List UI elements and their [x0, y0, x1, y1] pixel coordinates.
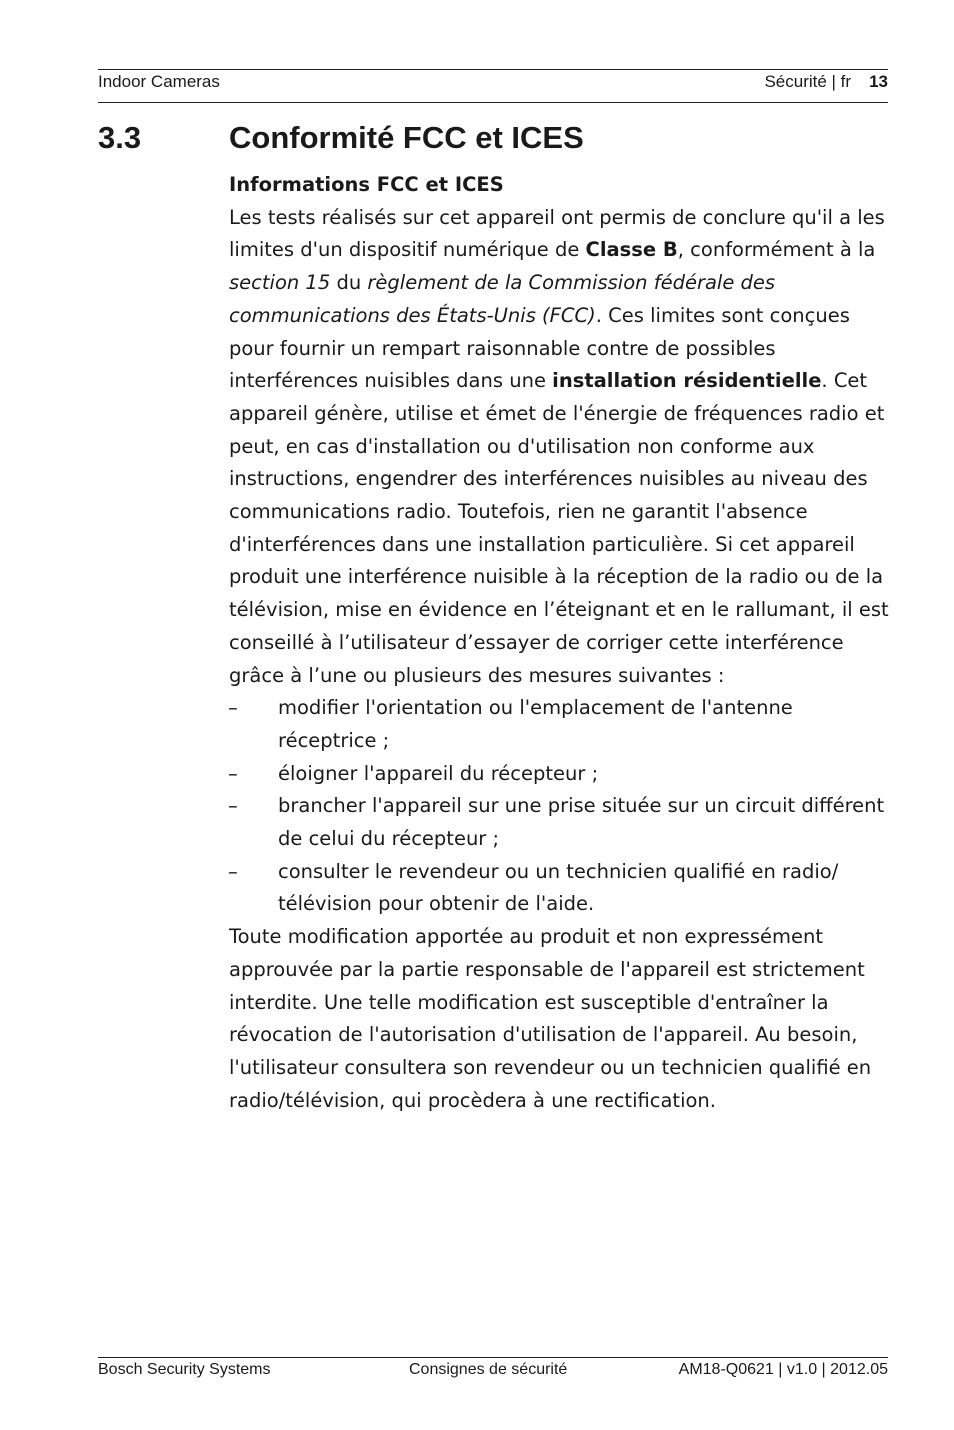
- text-run: . Cet appareil génère, utilise et émet de l'énergie de fréquences radio et peut, en cas d'installation ou d'utilisation non conforme aux instructions, engendrer des interférences nuisibles au niveau des communications radio. Toutefois, rien ne garantit l'absence d'interférences dans une installation particulière. Si cet appareil produit une interférence nuisible à la réception de la radio ou de la télévision, mise en évidence en l’éteignant et en le rallumant, il est conseillé à l’utilisateur d’essayer de corriger cette interférence grâce à l’une ou plusieurs des mesures suivantes :: [229, 369, 889, 687]
- section-title: Conformité FCC et ICES: [229, 120, 584, 155]
- intro-paragraph: [229, 202, 889, 693]
- section-number: 3.3: [98, 120, 142, 155]
- text-run: , conformément à la: [677, 238, 876, 262]
- closing-paragraph: Toute modification apportée au produit et non expressément approuvée par la partie responsable de l'appareil est strictement interdite. Une telle modification est susceptible d'entraîner la révocation de l'autorisation d'utilisation de l'appareil. Au besoin, l'utilisateur consultera son revendeur ou un technicien qualifié en radio/télévision, qui procèdera à une rectification.: [229, 925, 872, 1112]
- header-section-label: Sécurité | fr: [764, 72, 852, 91]
- list-item-text: modifier l'orientation ou l'emplacement de l'antenne réceptrice ;: [278, 696, 793, 752]
- list-item-text: consulter le revendeur ou un technicien qualifié en radio/ télévision pour obtenir de l'aide.: [278, 859, 839, 916]
- list-item-text: brancher l'appareil sur une prise située sur un circuit différent de celui du récepteur ;: [278, 794, 885, 851]
- italic-run: section 15: [229, 271, 331, 295]
- list-item: [229, 790, 889, 855]
- header-product: Indoor Cameras: [98, 72, 220, 91]
- text-run: . Ces limites sont conçues pour fournir un rempart raisonnable contre de possibles interférences nuisibles dans une: [229, 303, 850, 393]
- section-body: [229, 169, 889, 1117]
- dash-marker: –: [228, 761, 238, 785]
- text-run: Les tests réalisés sur cet appareil ont permis de conclure qu'il a les limites d'un dispositif numérique de: [229, 205, 885, 262]
- bold-run: installation résidentielle: [552, 369, 822, 393]
- dash-marker: –: [228, 859, 238, 883]
- footer-doc-title: Consignes de sécurité: [409, 1361, 568, 1378]
- header-section: [764, 70, 888, 94]
- italic-run: règlement de la Commission fédérale des communications des États-Unis (FCC): [229, 271, 776, 327]
- bold-run: Classe B: [585, 238, 678, 262]
- page-number: 13: [869, 72, 888, 91]
- subheading: Informations FCC et ICES: [229, 173, 504, 196]
- list-item: [229, 692, 889, 757]
- dash-marker: –: [228, 696, 238, 720]
- list-item-text: éloigner l'appareil du récepteur ;: [278, 761, 599, 785]
- footer-company: Bosch Security Systems: [98, 1361, 271, 1378]
- list-item: [229, 758, 889, 791]
- header-bottom-rule: [98, 102, 888, 103]
- list-item: [229, 856, 889, 921]
- text-run: du: [330, 271, 368, 295]
- dash-marker: –: [228, 794, 238, 818]
- footer-doc-ref: AM18-Q0621 | v1.0 | 2012.05: [678, 1361, 888, 1378]
- measures-list: [229, 692, 889, 921]
